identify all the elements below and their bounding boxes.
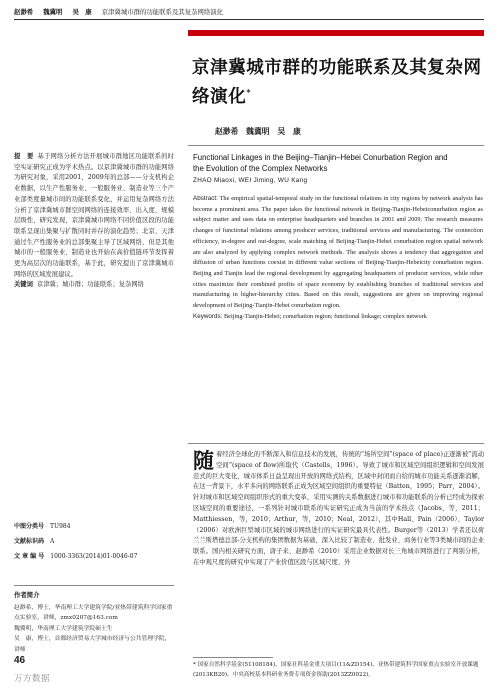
keywords-en-text: Beijing-Tianjin-Hebei; conurbation region; functional linkage; complex network [223,312,427,320]
body-text [193,450,484,569]
authors-rule [188,145,484,146]
header-author-2: 魏冀明 [43,8,63,16]
author-info-title: 作者简介 [14,591,40,599]
keywords-en-label: Keywords: [193,312,223,320]
page-number: 46 [14,655,26,666]
doc-label: 文献标识码 [14,538,45,545]
abstract-cn-label: 提 要 [14,153,34,160]
clc-value: TU984 [50,523,71,530]
keywords-cn-text: 京津冀；城市群；功能联系；复杂网络 [36,281,144,289]
header-author-1: 赵渺希 [14,8,34,16]
abstract-en [193,194,483,312]
clc-label: 中图分类号 [14,523,45,530]
author-info-entry-2: 魏冀明，华南理工大学建筑学院硕士生 [14,625,113,632]
classification-meta [14,519,179,564]
abstract-en-text: The empirical spatial-temporal study on the functional relations in city regions by network analysis has become a prominent area. The paper takes the functional network in Beijing-Tianjin-Hebeiconurbation region as subject matter and uses data on enterprise headquarters and branches in 2001 and 2009. The research measures changes of functional relations among producer services, traditional services and manufacturing. The connection efficiency, in-degree and out-degree, scale matching of Beijing-Tianjin-Hebei conurbation region spatial network are also analyzed by applying complex network methods. The analysis shows a tendency that aggregation and diffusion of urban functions coexist in different value sections of Beijing-Tianjin-Hebeicity conurbation region. Beijing and Tianjin lead the regional development by aggregating headquarters of producer services, while other cities maximize their combined profits of space economy by establishing branches of traditional services and manufacturing in higher-hierarchy cities. Based on this result, suggestions are given on improving regional development of Beijing-Tianjin-Hebei conurbation region. [193,195,483,310]
author-info [14,590,174,655]
body-paragraph: 着经济全球化的不断深入和信息技术的发展，传统的“场所空间”(space of place)正逐渐被“流动空间”(space of flow)所取代（Castells，1996）。导致了城市和区域空间组织逻辑和空间发展范式的巨大变化，城市体系日益呈现出开放的网络式结构，区域中封闭而自给的城市功能关系逐渐消解，在这一背景下，水平多向的网络联系正成为区域空间组织的重要特征（Batten，1995；Parr，2004）。针对城市和区域空间组织形式的重大变革，采用实测的关系数据进行城市和功能联系的分析已经成为探索区域空间的重要途径，一系列针对城市联系的实证研究正成为当前的学术热点（Jacobs，等，2011；Matthiessen，等，2010；Arthur，等，2010；Neal，2012），其中Hall、Pain（2006）、Taylor（2006）对欧洲巨型城市区域的城市网络进行的实证研究最具代表性。Burger等（2013）学者还以荷兰兰斯塔德总部-分支机构的集团数据为基础，深入比较了制造业、批发业、商务行业等3类城市间的企业联系。国内相关研究方面，唐子来、赵渺希（2010）采用企业数据对长三角城市网络进行了判别分析，在中观尺度的研究中实现了产业价值区段与区域尺度、外 [193,451,484,566]
english-authors: ZHAO Miaoxi, WEI Jiming, WU Kang [193,177,308,184]
abstract-cn [14,152,174,280]
footnote-rule [193,657,273,658]
author-info-rule [14,585,174,586]
article-authors: 赵渺希 魏冀明 吴 康 [215,127,301,136]
english-title-line-2: the Evolution of the Complex Networks [193,164,328,173]
keywords-cn [14,280,174,291]
doc-value: A [50,538,55,545]
keywords-cn-label: 关键词 [14,281,33,289]
article-label: 文 章 编 号 [14,553,45,560]
clc-number [14,519,179,534]
author-info-entry-3: 吴 康，博士，首都经济贸易大学城市经济与公共管理学院，讲师 [14,636,171,653]
running-header [14,6,484,19]
title-footnote-mark: * [246,87,252,97]
article-title: 京津冀城市群的功能联系及其复杂网络演化* [192,58,482,107]
header-rule [14,19,484,20]
header-author-3: 吴 康 [72,8,92,16]
english-title-line-1: Functional Linkages in the Beijing–Tianjin–Hebei Conurbation Region and [193,153,448,162]
header-running-title: 京津冀城市群的功能联系及其复杂网络演化 [101,8,224,16]
title-accent-bar [188,30,484,36]
watermark: 万方数据 [14,674,51,684]
abstract-cn-text: 基于网络分析方法开展城市群地区功能联系的时空实证研究正成为学术热点。以京津冀城市群的功能网络为研究对象，采用2001、2009年的总部——分支机构企业数据，以生产性服务业、一般服务业、制造业等三个产业部类度量城市间的功能联系变化，并运用复杂网络方法分析了京津冀城市群空间网络的连接效率、出入度、规模层级性、研究发现，京津冀城市网络不同价值区段的功能联系呈现出集聚与扩散同时并存的演化趋势；北京、天津通过生产性服务业的总部集聚主导了区域网络，但是其他城市的一般服务业、制造业也开始在高价值链环节发挥着更为高层次的功能联系，基于此，研究提出了京津冀城市网络的区域发展建议。 [14,153,175,278]
author-info-entry-1: 赵渺希，博士，华南理工大学建筑学院/亚热带建筑科学国家重点实验室，讲师，zmx0207@163.com [14,604,173,621]
chinese-abstract [14,152,174,291]
article-number [14,549,179,564]
funding-footnote: * 国家自然科学基金(51108184)、国家社科基金重大项目(11&ZD154)、亚热带建筑科学国家重点实验室开放课题(2013KB20)、中央高校基本科研业务费专项资金资助(2013ZZ0022)。 [193,662,479,678]
abstract-en-label: Abstract: [193,195,218,202]
english-title [193,152,483,174]
english-abstract [193,152,483,322]
keywords-en [193,312,483,323]
abstract-rule [188,443,484,444]
article-value: 1000-3363(2014)01-0046-07 [50,553,138,560]
document-code [14,534,179,549]
drop-cap: 随 [193,448,214,473]
